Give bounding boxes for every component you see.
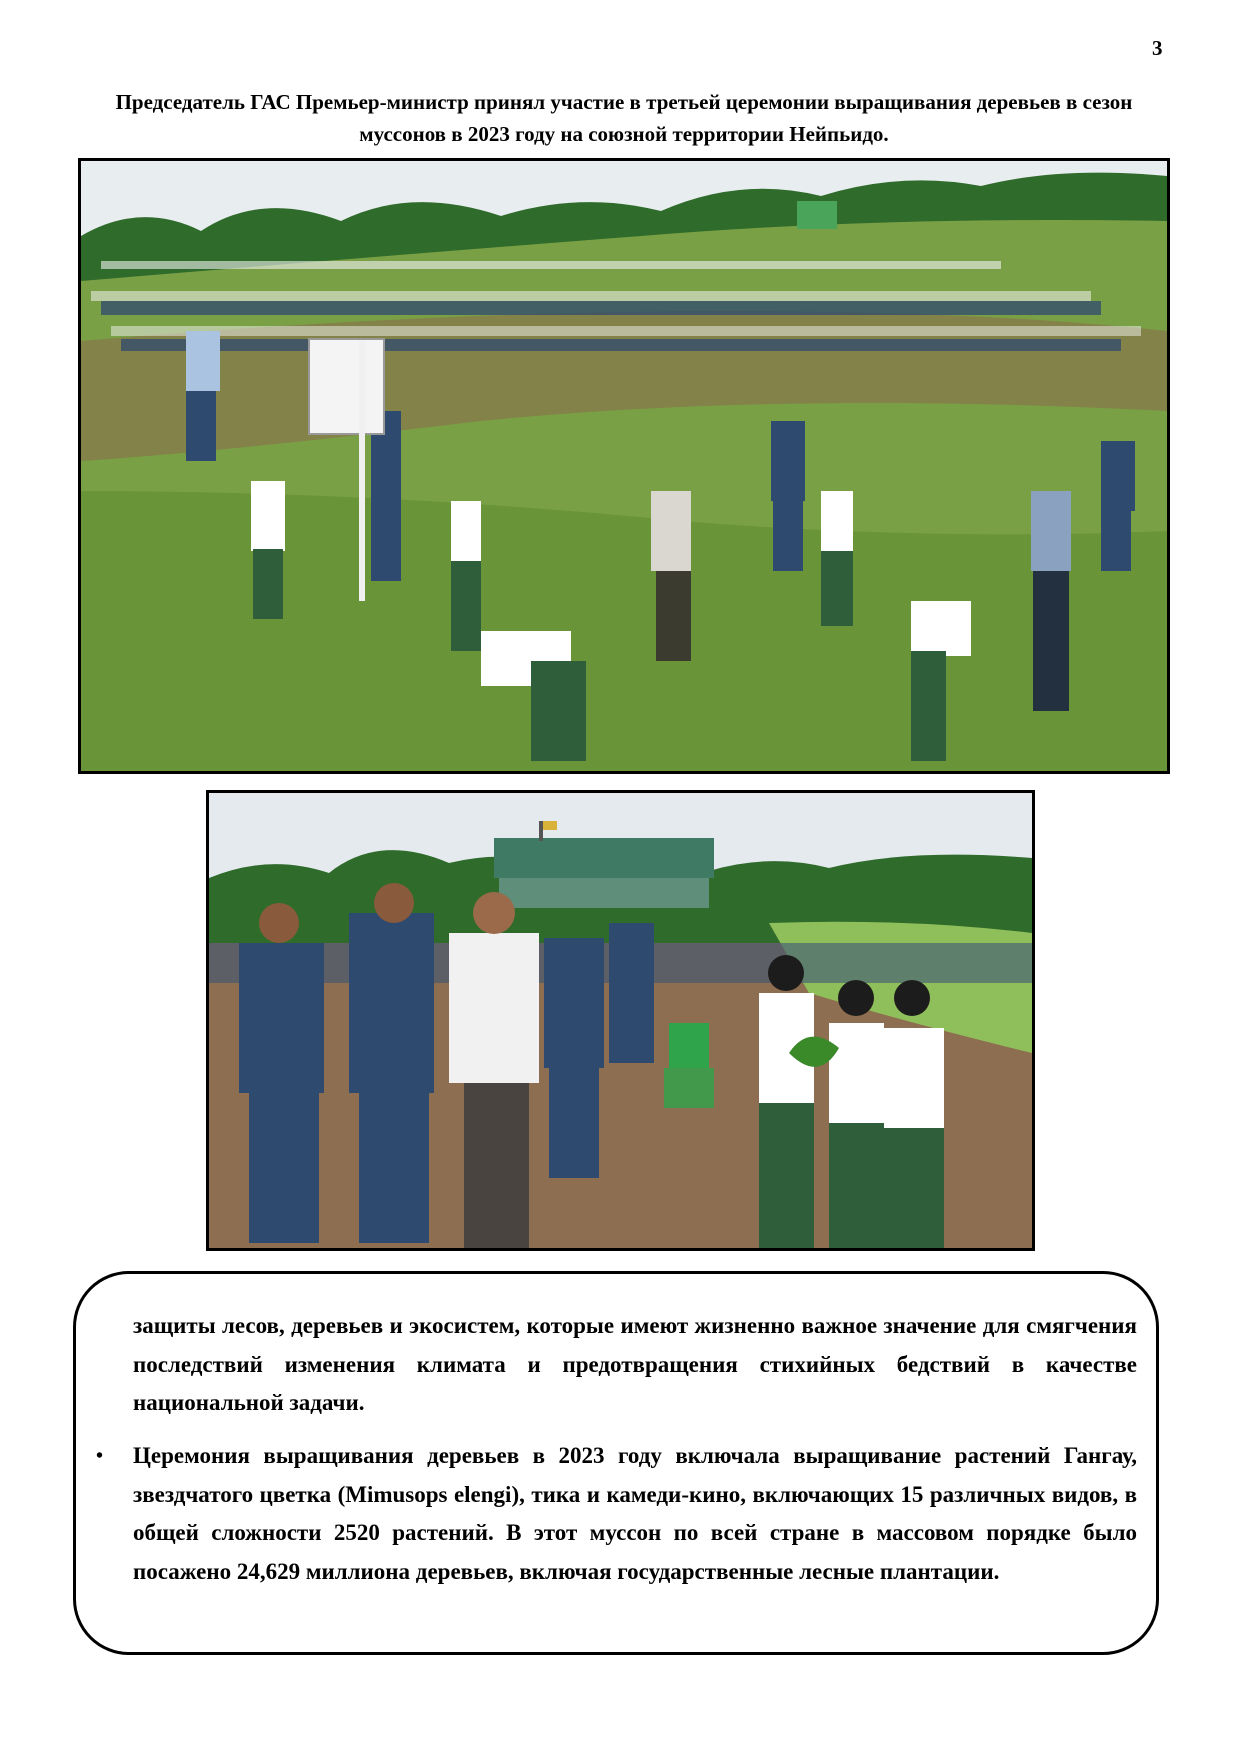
page-title: Председатель ГАС Премьер-министр принял участие в третьей церемонии выращивания деревьев в сезон муссонов в 2023 году на союзной территории Нейпьидо. (115, 90, 1133, 146)
page-number: 3 (1152, 36, 1163, 60)
officials-visit-photo (206, 790, 1035, 1251)
continued-paragraph: защиты лесов, деревьев и экосистем, которые имеют жизненно важное значение для смягчения последствий изменения климата и предотвращения стихийных бедствий в качестве национальной задачи. (133, 1313, 1137, 1415)
ceremony-details-paragraph: Церемония выращивания деревьев в 2023 году включала выращивание растений Гангау, звездчатого цветка (Mimusops elengi), тика и камеди-кино, включающих 15 различных видов, в общей сложности 2520 растений. В этот муссон по всей стране в массовом порядке было посажено 24,629 миллиона деревьев, включая государственные лесные плантации. (133, 1443, 1137, 1584)
bullet-point: • (96, 1445, 104, 1467)
tree-planting-photo (78, 158, 1170, 774)
